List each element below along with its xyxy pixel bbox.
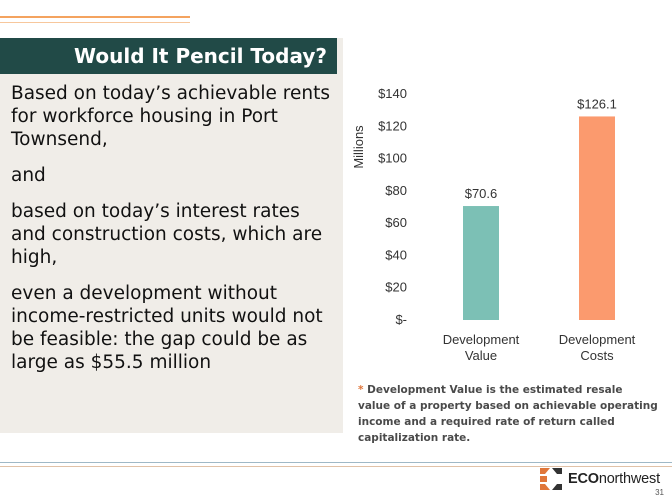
y-tick-label: $- xyxy=(395,312,407,327)
data-label: $70.6 xyxy=(464,186,498,202)
bar xyxy=(579,116,615,320)
y-tick-label: $40 xyxy=(385,247,407,263)
paragraph-2: and xyxy=(11,165,46,186)
y-tick-label: $140 xyxy=(378,86,407,101)
bars xyxy=(463,116,615,320)
category-label: Development xyxy=(442,332,520,347)
y-axis-title-group xyxy=(351,125,366,169)
top-accent-rule-thin xyxy=(0,22,190,23)
paragraph-4: even a development without income-restricted units would not be feasible: the gap could be as large as $55.5 million xyxy=(11,283,323,373)
page-number: 31 xyxy=(655,488,664,497)
paragraph-1: Based on today’s achievable rents for workforce housing in Port Townsend, xyxy=(11,83,330,150)
y-tick-label: $60 xyxy=(385,215,407,231)
bar xyxy=(463,206,499,320)
category-label: Costs xyxy=(580,348,614,363)
category-label: Value xyxy=(464,348,498,363)
footnote-asterisk: * xyxy=(358,384,364,396)
top-accent-rule xyxy=(0,16,190,18)
body-text xyxy=(11,82,336,387)
y-tick-label: $100 xyxy=(378,150,407,166)
category-labels xyxy=(443,332,636,363)
footnote xyxy=(358,382,658,446)
logo-wordmark-strong: ECO xyxy=(568,471,599,487)
logo-mark-icon xyxy=(538,466,564,492)
data-label: $126.1 xyxy=(577,96,617,112)
econorthwest-logo xyxy=(538,466,660,492)
y-tick-labels xyxy=(378,86,407,327)
bar-chart xyxy=(345,80,672,380)
footnote-text: Development Value is the estimated resale value of a property based on achievable operating income and a required rate of return called capitalization rate. xyxy=(358,384,658,444)
logo-wordmark xyxy=(568,471,660,487)
logo-wordmark-rest: northwest xyxy=(598,471,660,487)
paragraph-3: based on today’s interest rates and construction costs, which are high, xyxy=(11,201,323,268)
slide-title: Would It Pencil Today? xyxy=(0,38,337,74)
category-label: Development xyxy=(558,332,636,347)
y-axis-title: Millions xyxy=(351,125,366,169)
y-tick-label: $120 xyxy=(378,118,407,134)
bottom-rule-blue xyxy=(0,462,672,463)
y-tick-label: $80 xyxy=(385,182,407,198)
y-tick-label: $20 xyxy=(385,279,407,295)
